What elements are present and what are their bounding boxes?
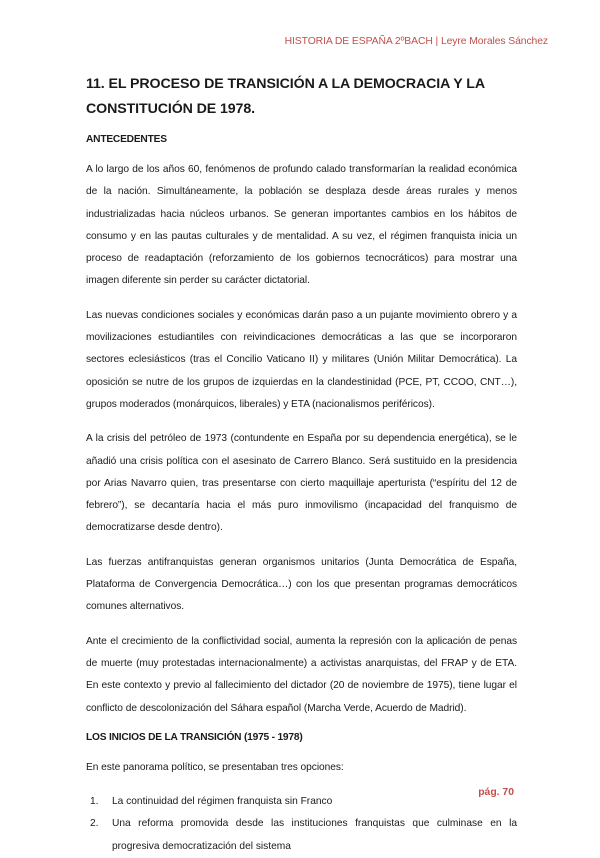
list-item-text: Una reforma promovida desde las instituciones franquistas que culminase en la progresiva democratización del sistema	[112, 818, 517, 852]
section-antecedentes	[86, 134, 517, 720]
paragraph: A lo largo de los años 60, fenómenos de profundo calado transformarían la realidad económica de la nación. Simultáneamente, la población se desplaza desde áreas rurales y menos industrializadas hacia núcleos urbanos. Se generan importantes cambios en los hábitos de consumo y en las pautas culturales y de mentalidad. A su vez, el régimen franquista inicia un proceso de readaptación (reforzamiento de los gobiernos tecnocráticos) para mostrar una imagen diferente sin perder su carácter dictatorial.	[86, 164, 517, 287]
page-number: pág. 70	[478, 787, 514, 798]
list-item	[86, 791, 517, 813]
section-inicios-transicion	[86, 732, 517, 858]
paragraph: A la crisis del petróleo de 1973 (contundente en España por su dependencia energética), se le añadió una crisis política con el asesinato de Carrero Blanco. Será sustituido en la presidencia por Arias Navarro quien, tras presentarse con cierto maquillaje aperturista (“espíritu del 12 de febrero”), se decantaría hacia el más puro inmovilismo (incapacidad del franquismo de democratizarse desde dentro).	[86, 433, 517, 534]
list-item-text: La continuidad del régimen franquista sin Franco	[112, 796, 333, 808]
paragraph: Ante el crecimiento de la conflictividad social, aumenta la represión con la aplicación de penas de muerte (muy protestadas internacionalmente) a activistas anarquistas, del FRAP y de ETA. En este contexto y previo al fallecimiento del dictador (20 de noviembre de 1975), tiene lugar el conflicto de descolonización del Sáhara español (Marcha Verde, Acuerdo de Madrid).	[86, 635, 517, 714]
list-item	[86, 813, 517, 858]
document-title: 11. EL PROCESO DE TRANSICIÓN A LA DEMOCRACIA Y LA CONSTITUCIÓN DE 1978.	[86, 76, 485, 117]
document-body	[86, 72, 517, 858]
paragraph: En este panorama político, se presentaban tres opciones:	[86, 761, 344, 773]
list-number: 2.	[90, 818, 99, 830]
paragraph: Las nuevas condiciones sociales y económicas darán paso a un pujante movimiento obrero y a movilizaciones estudiantiles con reivindicaciones democráticas a las que se incorporaron sectores eclesiásticos (tras el Concilio Vaticano II) y militares (Unión Militar Democrática). La oposición se nutre de los grupos de izquierdas en la clandestinidad (PCE, PT, CCOO, CNT…), grupos moderados (monárquicos, liberales) y ETA (nacionalismos periféricos).	[86, 309, 517, 410]
list-number: 1.	[90, 796, 99, 808]
section-heading: LOS INICIOS DE LA TRANSICIÓN (1975 - 1978)	[86, 731, 303, 743]
section-heading: ANTECEDENTES	[86, 134, 167, 145]
paragraph: Las fuerzas antifranquistas generan organismos unitarios (Junta Democrática de España, Plataforma de Convergencia Democrática…) con los que presentan programas democráticos comunes alternativos.	[86, 556, 517, 613]
running-header: HISTORIA DE ESPAÑA 2ºBACH | Leyre Morales Sánchez	[284, 36, 548, 47]
